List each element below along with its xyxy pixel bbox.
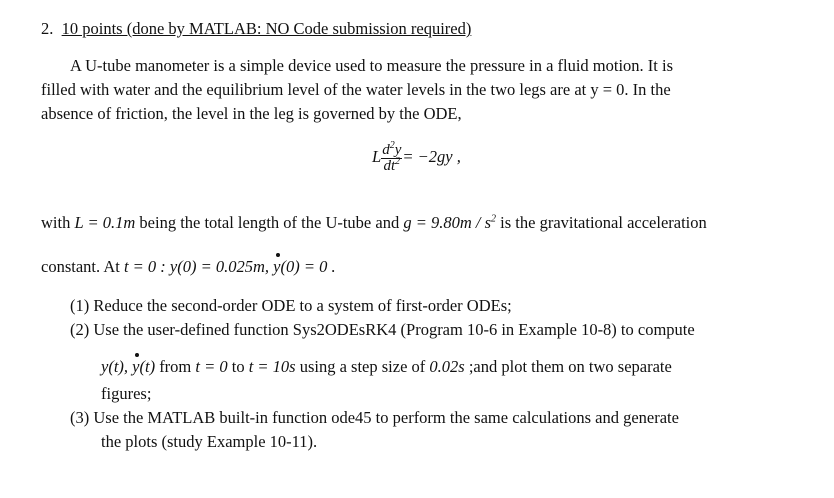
ydot-arg: (t) bbox=[139, 357, 156, 376]
ode-equation bbox=[372, 140, 461, 174]
task-2-figures: figures; bbox=[101, 384, 152, 403]
task-3-continued: the plots (study Example 10-11). bbox=[101, 432, 318, 451]
ode-rhs: = −2gy , bbox=[402, 147, 461, 166]
ode-num-var: y bbox=[394, 141, 402, 158]
task-3: (3) Use the MATLAB built-in function ode45 to perform the same calculations and generate bbox=[70, 408, 679, 427]
start-time: t = 0 bbox=[195, 357, 228, 376]
task-1: (1) Reduce the second-order ODE to a system of first-order ODEs; bbox=[70, 296, 512, 315]
ode-num-sup: 2 bbox=[389, 139, 395, 151]
problem-number: 2. bbox=[41, 19, 54, 38]
gravity-description: is the gravitational acceleration bbox=[496, 213, 707, 232]
with-text: with bbox=[41, 213, 75, 232]
paragraph-line-3: absence of friction, the level in the leg is governed by the ODE, bbox=[41, 104, 462, 123]
paragraph-line-2: filled with water and the equilibrium level of the water levels in the two legs are at y = 0. In the bbox=[41, 80, 671, 99]
problem-points-title: 10 points (done by MATLAB: NO Code submission required) bbox=[61, 19, 472, 38]
gravity-definition bbox=[403, 213, 496, 232]
paragraph-line-1: A U-tube manometer is a simple device used to measure the pressure in a fluid motion. It is bbox=[70, 56, 674, 75]
step-size: 0.02s bbox=[429, 357, 465, 376]
plot-text: ;and plot them on two separate bbox=[464, 357, 672, 376]
task-2: (2) Use the user-defined function Sys2ODEsRK4 (Program 10-6 in Example 10-8) to compute bbox=[70, 320, 695, 339]
initial-velocity-value: (0) = 0 . bbox=[280, 257, 336, 276]
to-text: to bbox=[227, 357, 249, 376]
ydot-symbol: y bbox=[132, 357, 140, 376]
task-2-continued bbox=[101, 357, 672, 377]
length-definition: L = 0.1m bbox=[74, 213, 136, 232]
from-text: from bbox=[155, 357, 196, 376]
constant-text: constant. At bbox=[41, 257, 124, 276]
end-time: t = 10s bbox=[248, 357, 296, 376]
ode-num-d: d bbox=[382, 141, 390, 158]
initial-position: t = 0 : y(0) = 0.025m, bbox=[123, 257, 274, 276]
gravity-sup: 2 bbox=[491, 213, 497, 225]
definitions-line bbox=[41, 213, 707, 233]
initial-velocity-symbol: y bbox=[273, 257, 281, 276]
initial-conditions-line bbox=[41, 257, 336, 277]
ode-den: dt bbox=[383, 157, 396, 174]
ode-coef: L bbox=[372, 147, 382, 166]
problem-heading bbox=[41, 19, 471, 39]
ode-fraction bbox=[381, 139, 402, 174]
ode-den-sup: 2 bbox=[395, 155, 401, 167]
gravity-value: g = 9.80m / s bbox=[403, 213, 492, 232]
using-step-text: using a step size of bbox=[295, 357, 430, 376]
y-of-t: y(t), bbox=[101, 357, 133, 376]
length-description: being the total length of the U-tube and bbox=[135, 213, 404, 232]
